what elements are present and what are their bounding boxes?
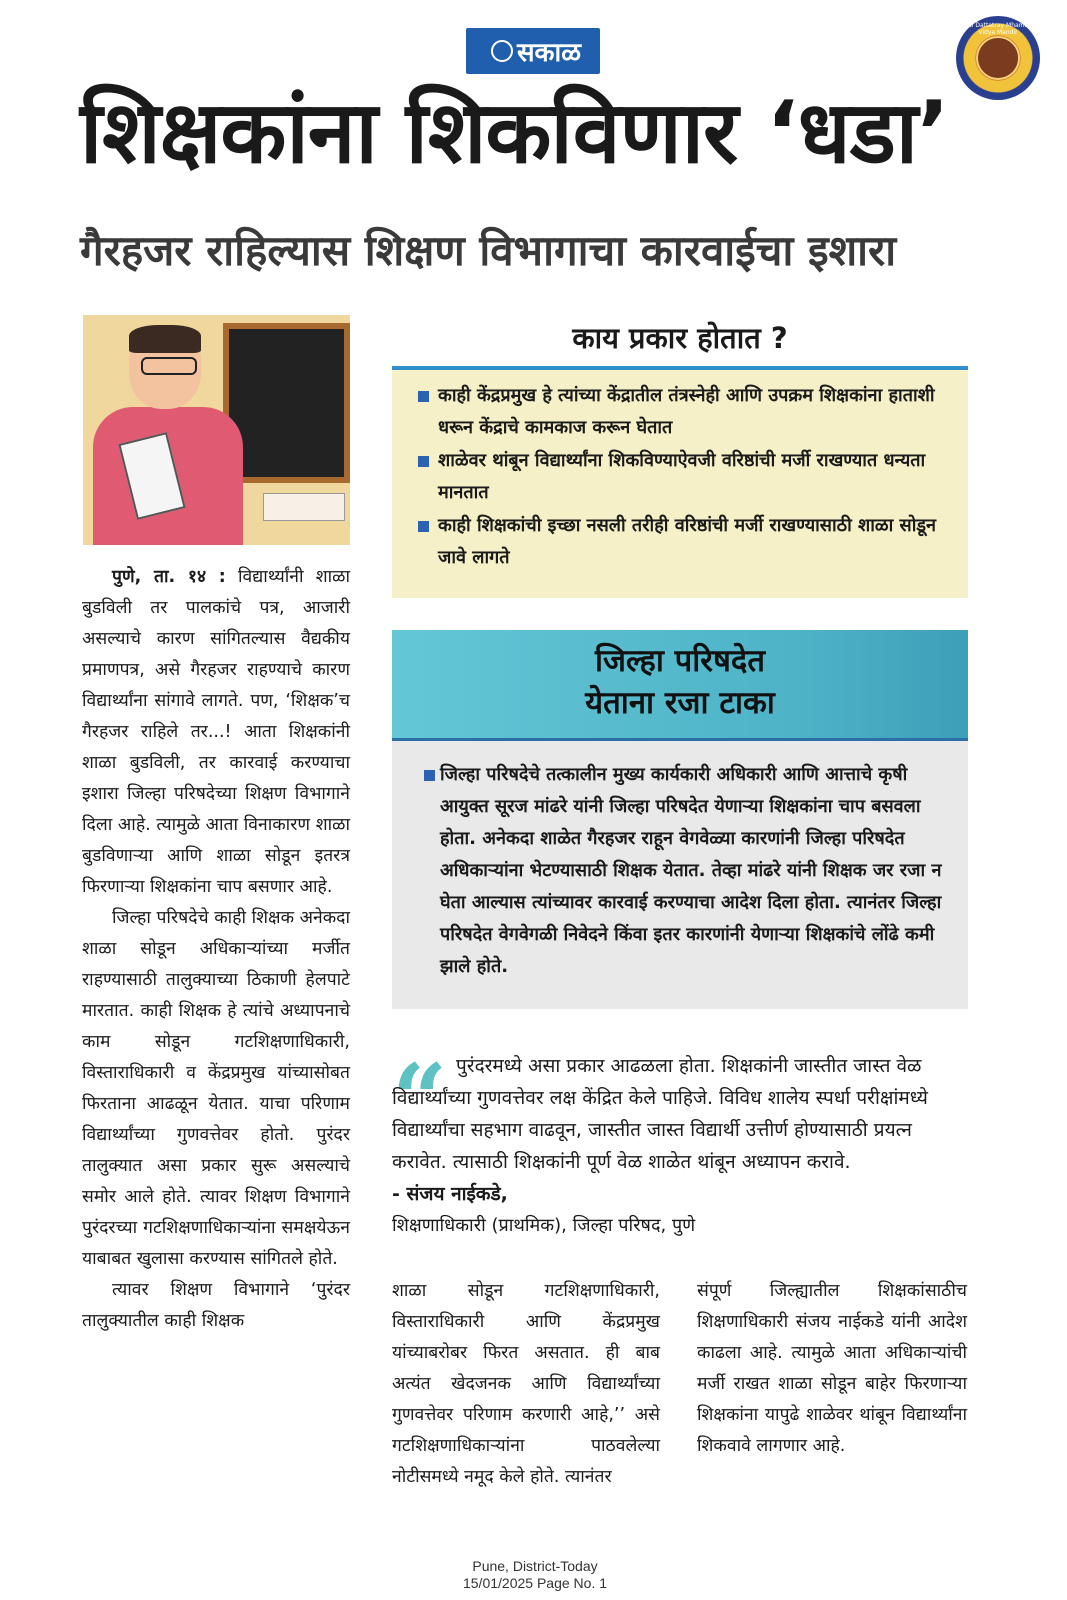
right-column [697, 1276, 967, 1462]
footer [400, 1558, 670, 1592]
badge-portrait-icon [976, 36, 1020, 80]
box1-item: काही शिक्षकांची इच्छा नसली तरीही वरिष्ठांची मर्जी राखण्यासाठी शाळा सोडून जावे लागते [414, 510, 950, 574]
quote-text: पुरंदरमध्ये असा प्रकार आढळला होता. शिक्षकांनी जास्तीत जास्त वेळ विद्यार्थ्यांच्या गुणवत्तेवर लक्ष केंद्रित केले पाहिजे. विविध शालेय स्पर्धा परीक्षांमध्ये विद्यार्थ्यांचा सहभाग वाढवून, जास्तीत जास्त विद्यार्थी उत्तीर्ण होण्यासाठी प्रयत्न करावेत. त्यासाठी शिक्षकांनी पूर्ण वेळ शाळेत थांबून अध्यापन करावे. [392, 1055, 928, 1173]
box2-heading [392, 640, 968, 724]
middle-paragraph: शाळा सोडून गटशिक्षणाधिकारी, विस्ताराधिकारी आणि केंद्रप्रमुख यांच्याबरोबर फिरत असतात. ही बाब अत्यंत खेदजनक आणि विद्यार्थ्यांच्या गुणवत्तेवर परिणाम करणारी आहे,’’ असे गटशिक्षणाधिकाऱ्यांना पाठवलेल्या नोटीसमध्ये नमूद केले होते. त्यानंतर [392, 1281, 660, 1487]
dateline: पुणे, ता. १४ : [112, 567, 226, 587]
left-paragraph-2: जिल्हा परिषदेचे काही शिक्षक अनेकदा शाळा सोडून अधिकाऱ्यांच्या मर्जीत राहण्यासाठी तालुक्याच्या ठिकाणी हेलपाटे मारतात. काही शिक्षक हे त्यांचे अध्यापनाचे काम सोडून गटशिक्षणाधिकारी, विस्ताराधिकारी व केंद्रप्रमुख यांच्यासोबत फिरताना आढळून येतात. याचा परिणाम विद्यार्थ्यांच्या गुणवत्तेवर होतो. पुरंदर तालुक्यात असा प्रकार सुरू असल्याचे समोर आले होते. त्यावर शिक्षण विभागाने पुरंदरच्या गटशिक्षणाधिकाऱ्यांना समक्षयेऊन याबाबत खुलासा करण्यास सांगितले होते. [82, 908, 350, 1269]
box1-item: काही केंद्रप्रमुख हे त्यांच्या केंद्रातील तंत्रस्नेही आणि उपक्रम शिक्षकांना हाताशी धरून केंद्राचे कामकाज करून घेतात [414, 380, 950, 444]
box1-item: शाळेवर थांबून विद्यार्थ्यांना शिकविण्याऐवजी वरिष्ठांची मर्जी राखण्यात धन्यता मानतात [414, 445, 950, 509]
zp-leave-box [392, 741, 968, 1009]
box2-heading-line1: जिल्हा परिषदेत [594, 643, 766, 679]
what-happens-box [392, 370, 968, 598]
glasses-shape [141, 357, 197, 375]
box2-list [418, 759, 952, 983]
box2-heading-banner [392, 630, 968, 738]
quote-mark-icon: “ [392, 1043, 448, 1156]
box2-heading-line2: येताना रजा टाका [585, 685, 775, 721]
chalk-box-shape [263, 493, 345, 521]
logo-emblem-icon [491, 40, 513, 62]
pull-quote [392, 1043, 968, 1242]
middle-column [392, 1276, 660, 1493]
box2-text: जिल्हा परिषदेचे तत्कालीन मुख्य कार्यकारी अधिकारी आणि आत्ताचे कृषी आयुक्त सूरज मांढरे यांनी जिल्हा परिषदेत येणाऱ्या शिक्षकांना चाप बसवला होता. अनेकदा शाळेत गैरहजर राहून वेगवेळ्या कारणांनी जिल्हा परिषदेत अधिकाऱ्यांना भेटण्यासाठी शिक्षक येतात. तेव्हा मांढरे यांनी शिक्षक जर रजा न घेता आल्यास त्यांच्यावर कारवाई करण्याचा आदेश दिला होता. त्यानंतर जिल्हा परिषदेत वेगवेगळी निवेदने किंवा इतर कारणांनी येणाऱ्या शिक्षकांचे लोंढे कमी झाले होते. [418, 759, 952, 983]
newspaper-logo [466, 28, 600, 74]
left-paragraph-1 [82, 562, 350, 903]
subheadline: गैरहजर राहिल्यास शिक्षण विभागाचा कारवाईचा इशारा [80, 226, 897, 275]
right-paragraph: संपूर्ण जिल्ह्यातील शिक्षकांसाठीच शिक्षणाधिकारी संजय नाईकडे यांनी आदेश काढला आहे. त्यामुळे आता अधिकाऱ्यांची मर्जी राखत शाळा सोडून बाहेर फिरणाऱ्या शिक्षकांना यापुढे शाळेवर थांबून विद्यार्थ्यांना शिकवावे लागणार आहे. [697, 1281, 967, 1456]
badge-text: Rahul Dattatray Mhamane · Vidya Mandir [956, 22, 1040, 36]
hair-shape [129, 325, 201, 353]
teacher-illustration [83, 315, 350, 545]
box1-list [414, 380, 950, 574]
footer-edition: Pune, District-Today [472, 1558, 598, 1574]
left-column [82, 562, 350, 1337]
quote-author: - संजय नाईकडे, [392, 1183, 508, 1205]
left-paragraph-1-text: विद्यार्थ्यांनी शाळा बुडविली तर पालकांचे पत्र, आजारी असल्याचे कारण सांगितल्यास वैद्यकीय प्रमाणपत्र, असे गैरहजर राहण्याचे कारण विद्यार्थ्यांना सांगावे लागते. पण, ‘शिक्षक’च गैरहजर राहिले तर...! आता शिक्षकांनी शाळा बुडविली, तर कारवाई करण्याचा इशारा जिल्हा परिषदेच्या शिक्षण विभागाने दिला आहे. त्यामुळे आता विनाकारण शाळा बुडविणाऱ्या आणि शाळा सोडून इतरत्र फिरणाऱ्या शिक्षकांना चाप बसणार आहे. [82, 567, 350, 897]
left-paragraph-3: त्यावर शिक्षण विभागाने ‘पुरंदर तालुक्यातील काही शिक्षक [82, 1280, 350, 1331]
footer-date-page: 15/01/2025 Page No. 1 [462, 1575, 607, 1591]
quote-author-role: शिक्षणाधिकारी (प्राथमिक), जिल्हा परिषद, पुणे [392, 1215, 696, 1236]
logo-text: सकाळ [516, 38, 582, 68]
box1-heading: काय प्रकार होतात ? [572, 321, 788, 355]
headline: शिक्षकांना शिकविणार ‘धडा’ [80, 83, 949, 183]
